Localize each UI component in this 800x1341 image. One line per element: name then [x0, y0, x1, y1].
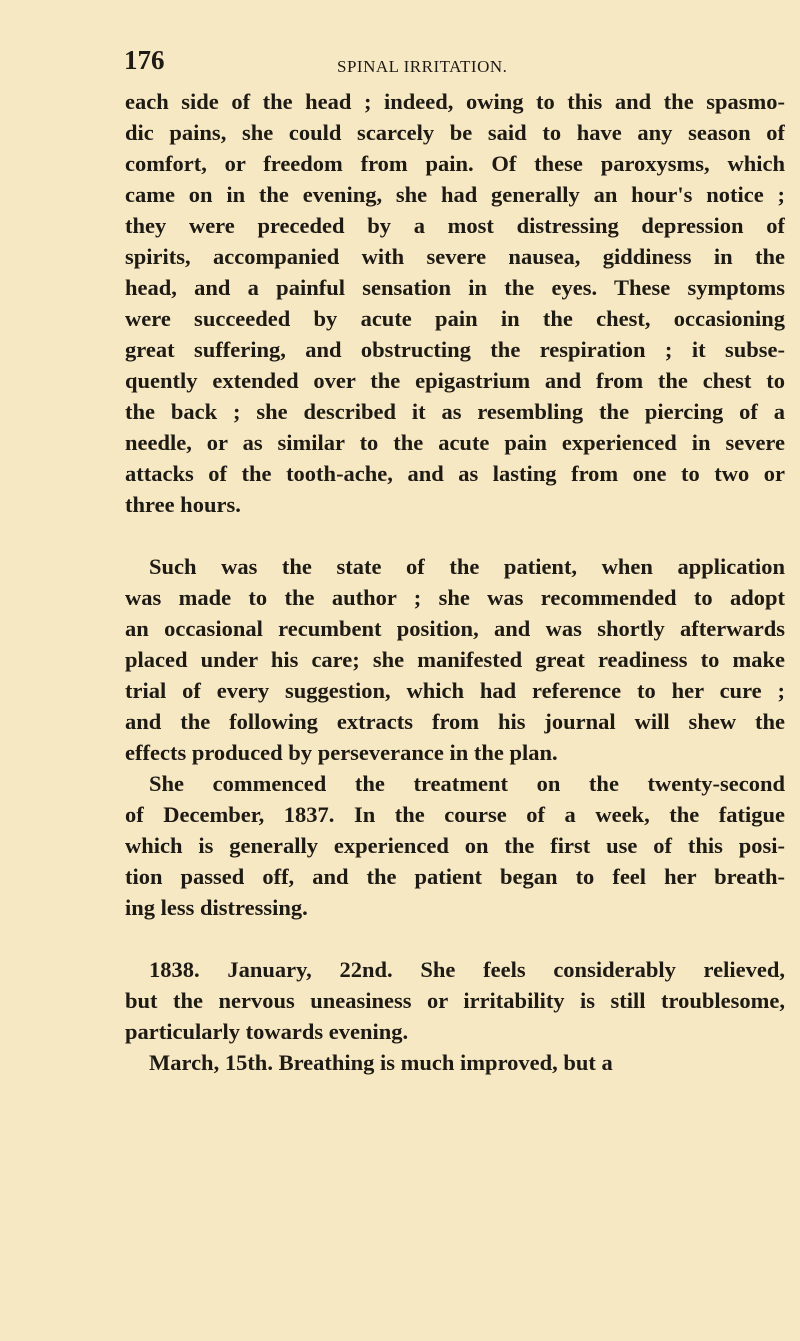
- text-line: which is generally experienced on the first use of this posi-: [125, 833, 785, 858]
- text-line: an occasional recumbent position, and was shortly afterwards: [125, 616, 785, 641]
- text-line: needle, or as similar to the acute pain experienced in severe: [125, 430, 785, 455]
- text-line: particularly towards evening.: [125, 1019, 409, 1044]
- text-line: tion passed off, and the patient began to feel her breath-: [125, 864, 785, 889]
- paragraph: [125, 86, 785, 520]
- text-line: comfort, or freedom from pain. Of these paroxysms, which: [125, 151, 785, 176]
- text-line: ing less distressing.: [125, 895, 308, 920]
- text-line: the back ; she described it as resembling the piercing of a: [125, 399, 785, 424]
- page-number: 176: [124, 45, 165, 75]
- text-line: spirits, accompanied with severe nausea, giddiness in the: [125, 244, 785, 269]
- text-line: March, 15th. Breathing is much improved, but a: [149, 1050, 613, 1075]
- paragraph-gap: [125, 923, 785, 954]
- paragraph: [125, 551, 785, 768]
- text-line: were succeeded by acute pain in the chest, occasioning: [125, 306, 785, 331]
- text-line: three hours.: [125, 492, 241, 517]
- body-text: [125, 86, 785, 1078]
- text-line: She commenced the treatment on the twenty-second: [149, 771, 785, 796]
- text-line: each side of the head ; indeed, owing to this and the spasmo-: [125, 89, 785, 114]
- text-line: 1838. January, 22nd. She feels considerably relieved,: [149, 957, 785, 982]
- paragraph: [125, 768, 785, 923]
- running-head: SPINAL IRRITATION.: [337, 57, 508, 76]
- text-line: head, and a painful sensation in the eyes. These symptoms: [125, 275, 785, 300]
- text-line: great suffering, and obstructing the respiration ; it subse-: [125, 337, 785, 362]
- text-line: attacks of the tooth-ache, and as lasting from one to two or: [125, 461, 785, 486]
- text-line: they were preceded by a most distressing depression of: [125, 213, 785, 238]
- text-line: but the nervous uneasiness or irritability is still troublesome,: [125, 988, 785, 1013]
- paragraph-gap: [125, 520, 785, 551]
- text-line: placed under his care; she manifested great readiness to make: [125, 647, 785, 672]
- paragraph: [125, 1047, 785, 1078]
- text-line: trial of every suggestion, which had reference to her cure ;: [125, 678, 785, 703]
- text-line: Such was the state of the patient, when application: [149, 554, 785, 579]
- paragraph: [125, 954, 785, 1047]
- text-line: came on in the evening, she had generally an hour's notice ;: [125, 182, 785, 207]
- text-line: quently extended over the epigastrium and from the chest to: [125, 368, 785, 393]
- text-line: dic pains, she could scarcely be said to have any season of: [125, 120, 785, 145]
- text-line: effects produced by perseverance in the plan.: [125, 740, 558, 765]
- text-line: and the following extracts from his journal will shew the: [125, 709, 785, 734]
- text-line: of December, 1837. In the course of a week, the fatigue: [125, 802, 785, 827]
- text-line: was made to the author ; she was recommended to adopt: [125, 585, 785, 610]
